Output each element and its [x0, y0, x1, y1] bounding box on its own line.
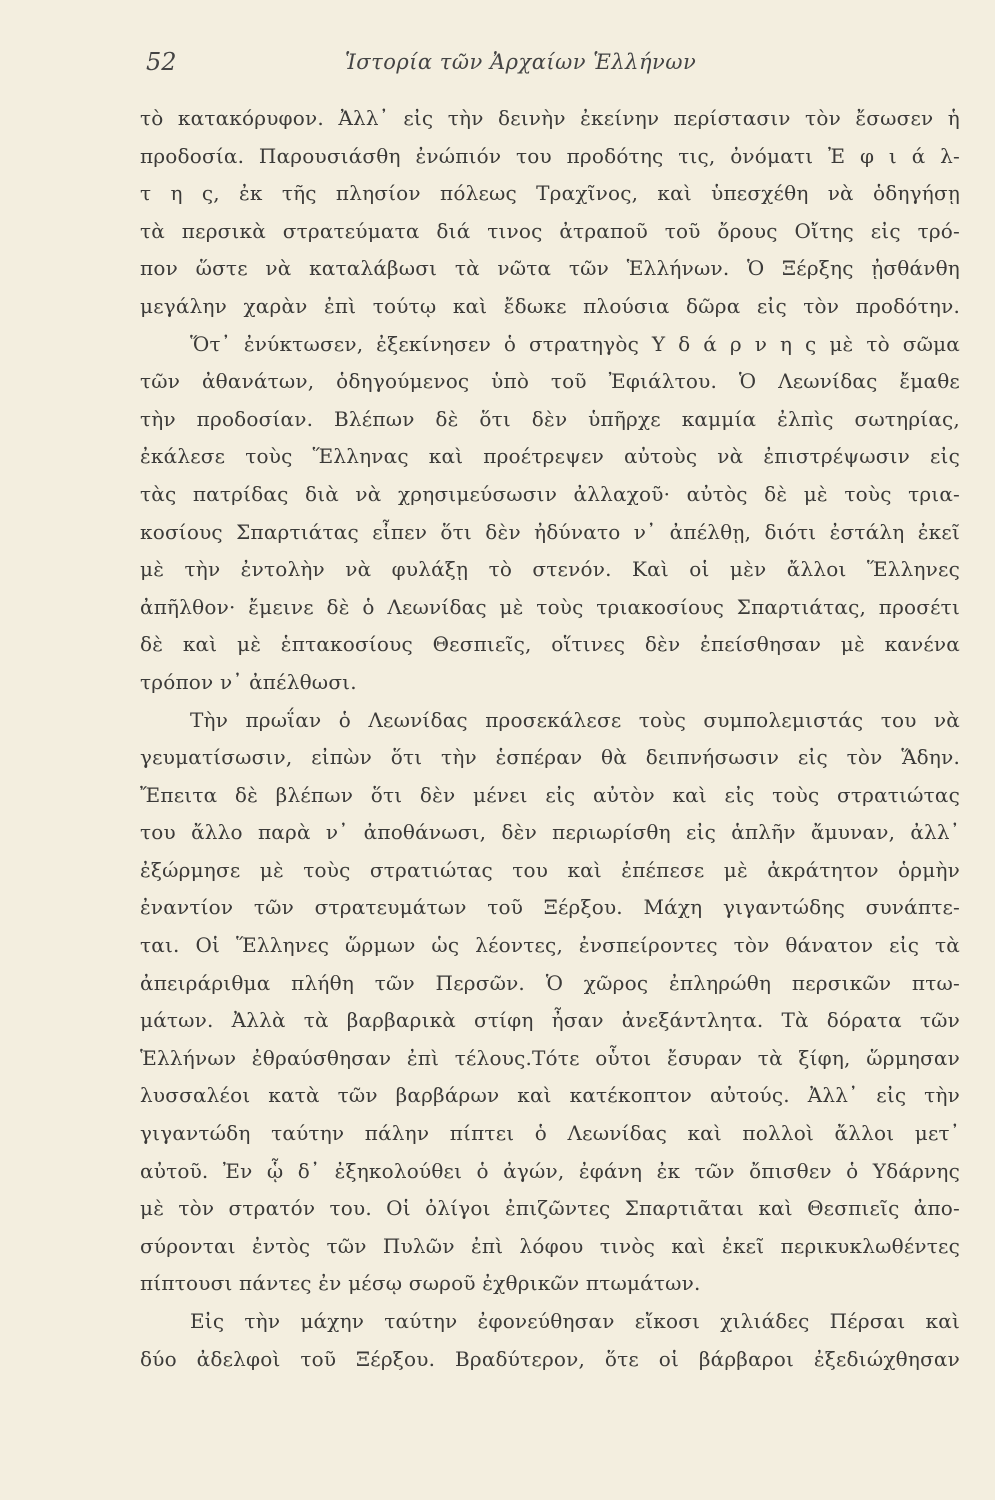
text-line: γευματίσωσιν, εἰπὼν ὅτι τὴν ἑσπέραν θὰ δειπνήσωσιν εἰς τὸν Ἅδην.: [140, 745, 960, 770]
page-header: [140, 48, 960, 84]
text-line: τ η ς, ἐκ τῆς πλησίον πόλεως Τραχῖνος, καὶ ὑπεσχέθη νὰ ὁδηγήσῃ: [140, 181, 960, 206]
text-line: ἀπῆλθον· ἔμεινε δὲ ὁ Λεωνίδας μὲ τοὺς τριακοσίους Σπαρτιάτας, προσέτι: [140, 594, 960, 619]
text-line: γιγαντώδη ταύτην πάλην πίπτει ὁ Λεωνίδας καὶ πολλοὶ ἄλλοι μετ᾽: [140, 1121, 960, 1146]
text-line: Ἑλλήνων ἐθραύσθησαν ἐπὶ τέλους.Τότε οὗτοι ἔσυραν τὰ ξίφη, ὥρμησαν: [140, 1045, 960, 1070]
text-line: ἐκάλεσε τοὺς Ἕλληνας καὶ προέτρεψεν αὐτοὺς νὰ ἐπιστρέψωσιν εἰς: [140, 444, 960, 469]
text-line: τὰς πατρίδας διὰ νὰ χρησιμεύσωσιν ἀλλαχοῦ· αὐτὸς δὲ μὲ τοὺς τρια-: [140, 481, 960, 506]
text-line: τὸ κατακόρυφον. Ἀλλ᾽ εἰς τὴν δεινὴν ἐκείνην περίστασιν τὸν ἔσωσεν ἡ: [140, 106, 960, 130]
text-line: ἐναντίον τῶν στρατευμάτων τοῦ Ξέρξου. Μάχη γιγαντώδης συνάπτε-: [140, 895, 960, 920]
text-line: Τὴν πρωΐαν ὁ Λεωνίδας προσεκάλεσε τοὺς συμπολεμιστάς του νὰ: [190, 707, 960, 732]
text-line: του ἄλλο παρὰ ν᾽ ἀποθάνωσι, δὲν περιωρίσθη εἰς ἁπλῆν ἄμυναν, ἀλλ᾽: [140, 820, 960, 845]
text-line: τῶν ἀθανάτων, ὁδηγούμενος ὑπὸ τοῦ Ἐφιάλτου. Ὁ Λεωνίδας ἔμαθε: [140, 369, 960, 394]
text-line: αὐτοῦ. Ἐν ᾧ δ᾽ ἐξηκολούθει ὁ ἀγών, ἐφάνη ἐκ τῶν ὄπισθεν ὁ Υδάρνης: [140, 1158, 960, 1183]
text-line: Ἔπειτα δὲ βλέπων ὅτι δὲν μένει εἰς αὐτὸν καὶ εἰς τοὺς στρατιώτας: [140, 782, 960, 807]
text-line: Εἰς τὴν μάχην ταύτην ἐφονεύθησαν εἴκοσι χιλιάδες Πέρσαι καὶ: [190, 1309, 960, 1333]
text-line: τρόπον ν᾽ ἀπέλθωσι.: [140, 669, 357, 694]
text-line: Ὅτ᾽ ἐνύκτωσεν, ἐξεκίνησεν ὁ στρατηγὸς Υ δ ά ρ ν η ς μὲ τὸ σῶμα: [190, 331, 960, 356]
running-title: Ἱστορία τῶν Ἀρχαίων Ἑλλήνων: [345, 50, 697, 74]
text-line: δὲ καὶ μὲ ἑπτακοσίους Θεσπιεῖς, οἵτινες δὲν ἐπείσθησαν μὲ κανένα: [140, 632, 960, 657]
page-number: 52: [146, 48, 177, 76]
text-line: δύο ἀδελφοὶ τοῦ Ξέρξου. Βραδύτερον, ὅτε οἱ βάρβαροι ἐξεδιώχθησαν: [140, 1346, 960, 1371]
text-line: μάτων. Ἀλλὰ τὰ βαρβαρικὰ στίφη ἦσαν ἀνεξάντλητα. Τὰ δόρατα τῶν: [140, 1008, 960, 1033]
text-line: κοσίους Σπαρτιάτας εἶπεν ὅτι δὲν ἠδύνατο ν᾽ ἀπέλθῃ, διότι ἐστάλη ἐκεῖ: [140, 519, 960, 544]
text-line: τὰ περσικὰ στρατεύματα διά τινος ἀτραποῦ τοῦ ὄρους Οἴτης εἰς τρό-: [140, 218, 960, 243]
text-line: πον ὥστε νὰ καταλάβωσι τὰ νῶτα τῶν Ἑλλήνων. Ὁ Ξέρξης ᾐσθάνθη: [140, 256, 960, 281]
text-line: προδοσία. Παρουσιάσθη ἐνώπιόν του προδότης τις, ὀνόματι Ἐ φ ι ά λ-: [140, 143, 960, 168]
text-line: ἐξώρμησε μὲ τοὺς στρατιώτας του καὶ ἐπέπεσε μὲ ἀκράτητον ὁρμὴν: [140, 857, 960, 882]
text-line: ται. Οἱ Ἕλληνες ὥρμων ὡς λέοντες, ἐνσπείροντες τὸν θάνατον εἰς τὰ: [140, 933, 960, 958]
text-line: τὴν προδοσίαν. Βλέπων δὲ ὅτι δὲν ὑπῆρχε καμμία ἐλπὶς σωτηρίας,: [140, 406, 960, 431]
text-line: μεγάλην χαρὰν ἐπὶ τούτῳ καὶ ἔδωκε πλούσια δῶρα εἰς τὸν προδότην.: [140, 293, 960, 318]
text-line: πίπτουσι πάντες ἐν μέσῳ σωροῦ ἐχθρικῶν πτωμάτων.: [140, 1271, 701, 1296]
body-text: [140, 100, 960, 1378]
text-line: ἀπειράριθμα πλήθη τῶν Περσῶν. Ὁ χῶρος ἐπληρώθη περσικῶν πτω-: [140, 970, 960, 995]
text-line: μὲ τὴν ἐντολὴν νὰ φυλάξῃ τὸ στενόν. Καὶ οἱ μὲν ἄλλοι Ἕλληνες: [140, 557, 960, 582]
text-line: λυσσαλέοι κατὰ τῶν βαρβάρων καὶ κατέκοπτον αὐτούς. Ἀλλ᾽ εἰς τὴν: [140, 1083, 960, 1108]
text-line: μὲ τὸν στρατόν του. Οἱ ὀλίγοι ἐπιζῶντες Σπαρτιᾶται καὶ Θεσπιεῖς ἀπο-: [140, 1196, 960, 1221]
text-line: σύρονται ἐντὸς τῶν Πυλῶν ἐπὶ λόφου τινὸς καὶ ἐκεῖ περικυκλωθέντες: [140, 1233, 960, 1258]
